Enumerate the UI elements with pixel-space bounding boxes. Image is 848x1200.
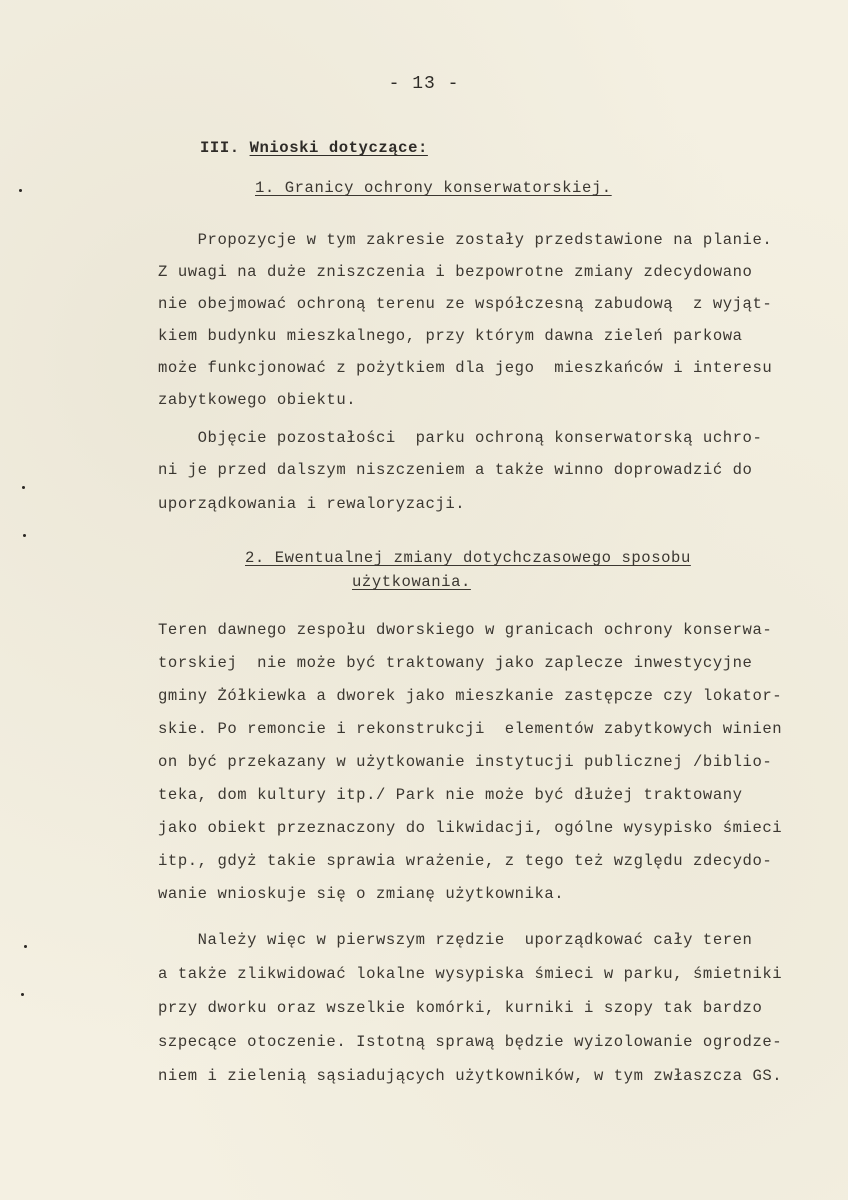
margin-mark [23,534,26,537]
paragraph-line: Objęcie pozostałości parku ochroną konserwatorską uchro- [158,429,763,447]
paragraph-line: Należy więc w pierwszym rzędzie uporządkować cały teren [158,931,753,949]
paragraph-line: gminy Żółkiewka a dworek jako mieszkanie zastępcze czy lokator- [158,687,783,705]
paragraph-line: może funkcjonować z pożytkiem dla jego mieszkańców i interesu [158,359,773,377]
page-number: - 13 - [388,74,460,94]
paragraph-line: on być przekazany w użytkowanie instytucji publicznej /biblio- [158,753,773,771]
paragraph-line: jako obiekt przeznaczony do likwidacji, ogólne wysypisko śmieci [158,819,783,837]
paragraph-line: itp., gdyż takie sprawia wrażenie, z tego też względu zdecydo- [158,852,773,870]
section-heading [200,138,428,158]
paragraph-line: teka, dom kultury itp./ Park nie może być dłużej traktowany [158,786,743,804]
margin-mark [19,189,22,192]
paragraph-line: nie obejmować ochroną terenu ze współczesną zabudową z wyjąt- [158,295,773,313]
paragraph-line: Propozycje w tym zakresie zostały przedstawione na planie. [158,231,773,249]
paragraph-line: uporządkowania i rewaloryzacji. [158,495,466,513]
paragraph-line: kiem budynku mieszkalnego, przy którym dawna zieleń parkowa [158,327,743,345]
subsection-2-title: 2. Ewentualnej zmiany dotychczasowego sposobu [245,549,691,567]
paragraph-line: niem i zielenią sąsiadujących użytkowników, w tym zwłaszcza GS. [158,1067,783,1085]
subsection-1-title: 1. Granicy ochrony konserwatorskiej. [255,179,612,197]
paragraph-line: torskiej nie może być traktowany jako zaplecze inwestycyjne [158,654,753,672]
paragraph-line: a także zlikwidować lokalne wysypiska śmieci w parku, śmietniki [158,965,783,983]
margin-mark [22,486,25,489]
paragraph-line: szpecące otoczenie. Istotną sprawą będzie wyizolowanie ogrodze- [158,1033,783,1051]
paragraph-line: skie. Po remoncie i rekonstrukcji elementów zabytkowych winien [158,720,783,738]
section-title: Wnioski dotyczące: [249,139,428,157]
paragraph-line: Teren dawnego zespołu dworskiego w granicach ochrony konserwa- [158,621,773,639]
margin-mark [24,945,27,948]
paragraph-line: przy dworku oraz wszelkie komórki, kurniki i szopy tak bardzo [158,999,763,1017]
section-number: III. [200,139,240,157]
margin-mark [21,993,24,996]
subsection-2-title-cont: użytkowania. [352,573,471,591]
paragraph-line: zabytkowego obiektu. [158,391,357,409]
paragraph-line: Z uwagi na duże zniszczenia i bezpowrotne zmiany zdecydowano [158,263,753,281]
paragraph-line: wanie wnioskuje się o zmianę użytkownika. [158,885,565,903]
paragraph-line: ni je przed dalszym niszczeniem a także winno doprowadzić do [158,461,753,479]
